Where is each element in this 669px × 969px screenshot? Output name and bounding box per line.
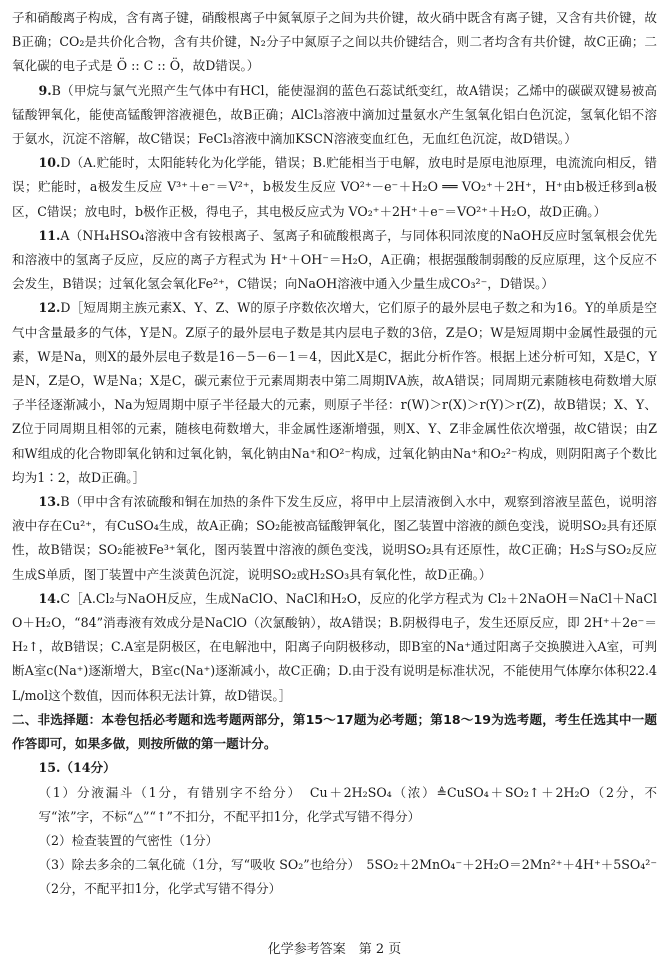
question-15-part-2: （2）检查装置的气密性（1分） [38, 832, 219, 848]
answer-14: 14.C［A.Cl₂与NaOH反应，生成NaClO、NaCl和H₂O，反应的化学方程式为 Cl₂＋2NaOH＝NaCl＋NaClO＋H₂O，“84”消毒液有效成分是NaClO（次氯酸钠），故A错误；B.阴极得电子，发生还原反应，即 2H⁺＋2e⁻＝H₂↑，故B错误；C.A室是阴极区，在电解池中，阳离子向阴极移动，即B室的Na⁺通过阳离子交换膜进入A室，可判断A室c(Na⁺)逐渐增大，B室c(Na⁺)逐渐减小，故C正确；D.由于没有说明是标准状况，不能使用气体摩尔体积22.4 L/mol这个数值，因而体积无法计算，故D错误。］ [12, 590, 657, 703]
question-number: 13. [38, 494, 61, 510]
question-15-part-3: （3）除去多余的二氧化硫（1分，写“吸收 SO₂”也给分） 5SO₂＋2MnO₄⁻＋2H₂O＝2Mn²⁺＋4H⁺＋5SO₄²⁻（2分，不配平扣1分，化学式写错不得分） [38, 857, 657, 897]
question-number: 10. [38, 155, 61, 171]
answer-12: 12.D［短周期主族元素X、Y、Z、W的原子序数依次增大，它们原子的最外层电子数之和为16。Y的单质是空气中含量最多的气体，Y是N。Z原子的最外层电子数是其内层电子数的3倍，Z是O；W是短周期中金属性最强的元素，W是Na，则X的最外层电子数是16－5－6－1＝4，因此X是C，据此分析作答。根据上述分析可知，X是C，Y是N，Z是O，W是Na；X是C，碳元素位于元素周期表中第二周期ⅣA族，故A错误；同周期元素随核电荷数增大原子半径逐渐减小，Na为短周期中原子半径最大的元素，则原子半径：r(W)＞r(X)＞r(Y)＞r(Z)，故B错误；X、Y、Z位于同周期且相邻的元素，随核电荷数增大，非金属性逐渐增强，则X、Y、Z非金属性依次增强，故C错误；由Z和W组成的化合物即氧化钠和过氧化钠，氧化钠由Na⁺和O²⁻构成，过氧化钠由Na⁺和O₂²⁻构成，则阴阳离子个数比均为1∶2，故D正确。］ [12, 300, 657, 485]
question-number: 11. [38, 227, 61, 243]
section-heading: 二、非选择题：本卷包括必考题和选考题两部分，第15～17题为必考题；第18～19为选考题，考生任选其中一题作答即可，如果多做，则按所做的第一题计分。 [12, 711, 657, 752]
question-15-title: 15.（14分） [38, 760, 116, 776]
answer-13: 13.B（甲中含有浓硫酸和铜在加热的条件下发生反应，将甲中上层清液倒入水中，观察到溶液呈蓝色，说明溶液中存在Cu²⁺，有CuSO₄生成，故A正确；SO₂能被高锰酸钾氧化，图乙装置中溶液的颜色变浅，说明SO₂具有还原性，故B错误；SO₂能被Fe³⁺氧化，图丙装置中溶液的颜色变浅，说明SO₂具有还原性，故C正确；H₂S与SO₂反应生成S单质，图丁装置中产生淡黄色沉淀，说明SO₂或H₂SO₃具有氧化性，故D正确。） [12, 494, 657, 582]
question-number: 14. [38, 590, 61, 606]
page-footer: 化学参考答案 第 2 页 [267, 942, 402, 957]
question-number: 12. [38, 300, 61, 316]
question-number: 9. [38, 82, 52, 98]
answer-9: 9.B（甲烷与氯气光照产生气体中有HCl，能使湿润的蓝色石蕊试纸变红，故A错误；乙烯中的碳碳双键易被高锰酸钾氧化，能使高锰酸钾溶液褪色，故B正确；AlCl₃溶液中滴加过量氨水产生氢氧化铝白色沉淀，氢氧化铝不溶于氨水，沉淀不溶解，故C错误；FeCl₃溶液中滴加KSCN溶液变血红色，无血红色沉淀，故D错误。） [12, 82, 657, 147]
paragraph-continued: 子和硝酸离子构成，含有离子键，硝酸根离子中氮氧原子之间为共价键，故火硝中既含有离子键，又含有共价键，故B正确；CO₂是共价化合物，含有共价键，N₂分子中氮原子之间以共价键结合，则二者均含有共价键，故C正确；二氧化碳的电子式是 Ö :: C :: Ö，故D错误。） [12, 10, 657, 74]
answer-11: 11.A（NH₄HSO₄溶液中含有铵根离子、氢离子和硫酸根离子，与同体积同浓度的NaOH反应时氢氧根会优先和溶液中的氢离子反应，反应的离子方程式为 H⁺＋OH⁻＝H₂O，A正确；根据强酸制弱酸的反应原理，这个反应不会发生，B错误；过氧化氢会氧化Fe²⁺，C错误；向NaOH溶液中通入少量生成CO₃²⁻，D错误。） [12, 227, 657, 292]
question-15-part-1: （1）分液漏斗（1分，有错别字不给分） Cu＋2H₂SO₄（浓）≜CuSO₄＋SO₂↑＋2H₂O（2分，不写“浓”字，不标“△”“↑”不扣分，不配平扣1分，化学式写错不得分） [38, 784, 657, 824]
answer-10: 10.D（A.贮能时，太阳能转化为化学能，错误；B.贮能相当于电解，放电时是原电池原理，电流流向相反，错误；贮能时，a极发生反应 V³⁺＋e⁻＝V²⁺，b极发生反应 VO²⁺－e⁻＋H₂O ══ VO₂⁺＋2H⁺，H⁺由b极迁移到a极区，C错误；放电时，b极作正极，得电子，其电极反应式为 VO₂⁺＋2H⁺＋e⁻＝VO²⁺＋H₂O，故D正确。） [12, 155, 657, 219]
